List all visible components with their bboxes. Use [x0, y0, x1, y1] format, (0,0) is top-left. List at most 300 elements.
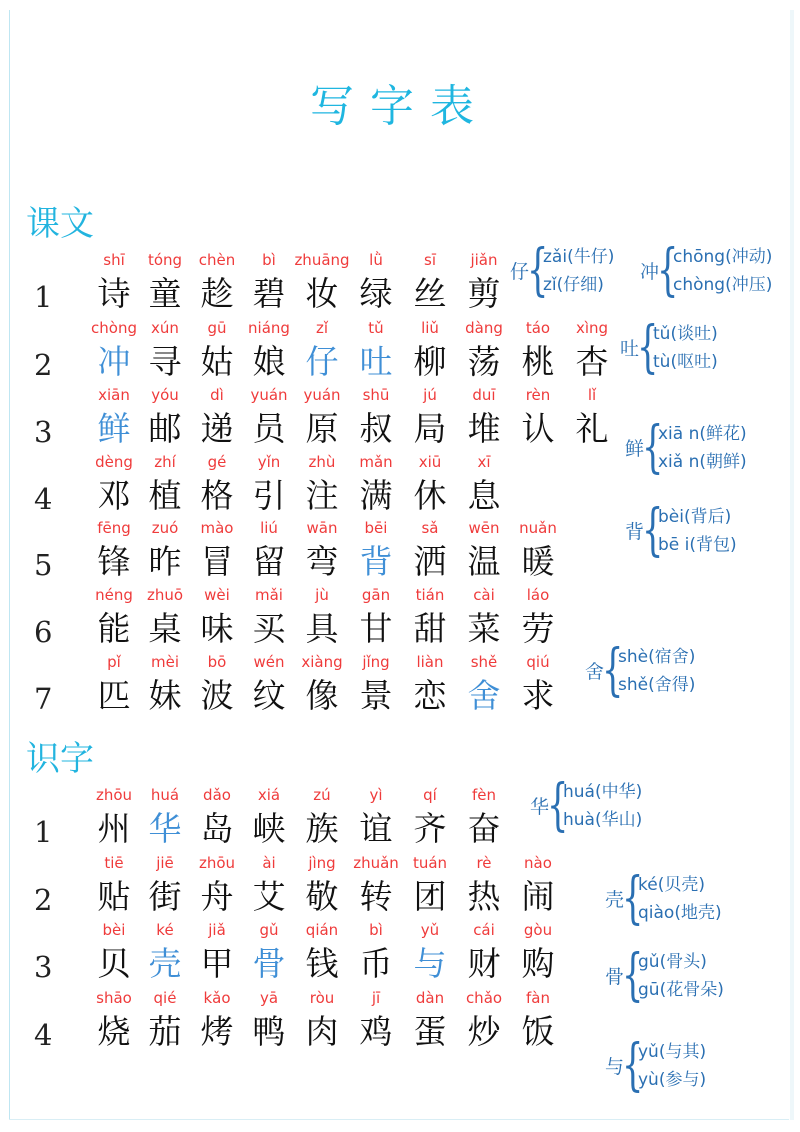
note-reading: chōng(冲动)	[673, 247, 773, 267]
pinyin: shū	[362, 386, 390, 404]
pinyin: mèi	[150, 653, 179, 671]
hanzi: 递	[200, 409, 234, 448]
hanzi: 匹	[97, 676, 131, 715]
pinyin: yǐn	[257, 453, 281, 471]
note-reading: bèi(背后)	[658, 507, 732, 527]
pinyin: mào	[200, 519, 234, 537]
pinyin: wēn	[468, 519, 500, 537]
hanzi: 族	[305, 809, 339, 848]
hanzi: 礼	[575, 409, 609, 448]
hanzi: 纹	[252, 676, 286, 715]
char-cell	[294, 920, 350, 984]
pinyin: liú	[260, 519, 278, 537]
note-reading: tǔ(谈吐)	[653, 324, 718, 344]
hanzi: 壳	[148, 944, 182, 983]
char-cell	[189, 452, 245, 516]
char-cell	[137, 652, 193, 716]
pinyin: yā	[259, 989, 279, 1007]
hanzi: 昨	[148, 542, 182, 581]
pinyin: zhuǎn	[353, 854, 399, 872]
pinyin: yóu	[151, 386, 179, 404]
pinyin: lǐ	[587, 386, 597, 404]
brace-icon: {	[547, 773, 569, 838]
hanzi: 丝	[413, 274, 447, 313]
pinyin: sǎ	[421, 519, 439, 537]
pinyin: liǔ	[421, 319, 439, 337]
char-cell	[402, 920, 458, 984]
hanzi: 烧	[97, 1012, 131, 1051]
pinyin: néng	[95, 586, 133, 604]
char-cell	[137, 853, 193, 917]
row-number: 7	[34, 682, 53, 716]
pinyin: ròu	[309, 989, 335, 1007]
char-cell	[348, 853, 404, 917]
hanzi: 暖	[521, 542, 555, 581]
hanzi: 茄	[148, 1012, 182, 1051]
hanzi: 鸭	[252, 1012, 286, 1051]
hanzi: 冒	[200, 542, 234, 581]
char-cell	[510, 920, 566, 984]
pinyin: shě	[470, 653, 498, 671]
pinyin: mǎn	[359, 453, 393, 471]
hanzi: 买	[252, 609, 286, 648]
row-number: 1	[34, 815, 53, 849]
pinyin: fàn	[526, 989, 550, 1007]
pinyin: fèn	[471, 786, 497, 804]
pinyin: xī	[477, 453, 491, 471]
hanzi: 饭	[521, 1012, 555, 1051]
pinyin: wān	[306, 519, 338, 537]
pinyin: jī	[371, 989, 381, 1007]
char-cell	[510, 318, 566, 382]
hanzi: 员	[252, 409, 286, 448]
brace-icon: {	[657, 238, 679, 303]
char-cell	[241, 518, 297, 582]
hanzi: 舍	[467, 676, 501, 715]
char-cell	[241, 250, 297, 314]
hanzi: 仔	[305, 342, 339, 381]
hanzi: 币	[359, 944, 393, 983]
char-cell	[86, 385, 142, 449]
hanzi: 植	[148, 476, 182, 515]
note-reading: tù(呕吐)	[653, 352, 718, 372]
char-cell	[86, 585, 142, 649]
char-cell	[402, 853, 458, 917]
hanzi: 杏	[575, 342, 609, 381]
pinyin: yì	[369, 786, 383, 804]
char-cell	[294, 853, 350, 917]
row-number: 5	[34, 548, 53, 582]
pinyin: cài	[473, 586, 495, 604]
hanzi: 吐	[359, 342, 393, 381]
hanzi: 与	[413, 944, 447, 983]
char-cell	[348, 988, 404, 1052]
pinyin: mǎi	[255, 586, 283, 604]
char-cell	[348, 452, 404, 516]
note-char: 仔	[510, 261, 530, 283]
hanzi: 背	[359, 542, 393, 581]
hanzi: 景	[359, 676, 393, 715]
pinyin: jú	[423, 386, 437, 404]
hanzi: 财	[467, 944, 501, 983]
char-cell	[348, 250, 404, 314]
hanzi: 妆	[305, 274, 339, 313]
row-number: 2	[34, 883, 53, 917]
hanzi: 艾	[252, 877, 286, 916]
char-cell	[348, 785, 404, 849]
pinyin: xún	[151, 319, 179, 337]
pinyin: dàn	[415, 989, 445, 1007]
char-cell	[456, 318, 512, 382]
brace-icon: {	[642, 415, 664, 480]
hanzi: 贝	[97, 944, 131, 983]
char-cell	[86, 988, 142, 1052]
row-number: 4	[34, 1018, 53, 1052]
hanzi: 寻	[148, 342, 182, 381]
pinyin: lǜ	[369, 251, 383, 269]
pinyin: qián	[305, 921, 339, 939]
pinyin: tuán	[412, 854, 448, 872]
pinyin: jiǎn	[470, 251, 498, 269]
hanzi: 妹	[148, 676, 182, 715]
hanzi: 留	[252, 542, 286, 581]
row-number: 2	[34, 348, 53, 382]
hanzi: 具	[305, 609, 339, 648]
polyphone-note	[620, 315, 790, 380]
char-cell	[510, 652, 566, 716]
row-number: 6	[34, 615, 53, 649]
pinyin: qí	[423, 786, 437, 804]
char-cell	[189, 652, 245, 716]
pinyin: dì	[210, 386, 224, 404]
char-cell	[456, 585, 512, 649]
hanzi: 格	[200, 476, 234, 515]
pinyin: pǐ	[107, 653, 121, 671]
note-char: 鲜	[625, 438, 645, 460]
char-cell	[86, 920, 142, 984]
pinyin: gòu	[523, 921, 553, 939]
char-cell	[348, 518, 404, 582]
pinyin: bì	[262, 251, 276, 269]
polyphone-note	[585, 638, 755, 703]
hanzi: 购	[521, 944, 555, 983]
char-cell	[241, 785, 297, 849]
char-cell	[402, 518, 458, 582]
polyphone-note	[640, 238, 800, 303]
brace-icon: {	[642, 498, 664, 563]
hanzi: 波	[200, 676, 234, 715]
brace-icon: {	[527, 238, 549, 303]
char-cell	[456, 920, 512, 984]
pinyin: kǎo	[203, 989, 231, 1007]
hanzi: 峡	[252, 809, 286, 848]
char-cell	[86, 652, 142, 716]
pinyin: liàn	[416, 653, 444, 671]
brace-icon: {	[622, 866, 644, 931]
hanzi: 息	[467, 476, 501, 515]
note-reading: yǔ(与其)	[638, 1042, 707, 1062]
note-reading: zǎi(牛仔)	[543, 247, 615, 267]
hanzi: 娘	[252, 342, 286, 381]
hanzi: 引	[252, 476, 286, 515]
note-reading: zǐ(仔细)	[543, 275, 604, 295]
pinyin: táo	[525, 319, 551, 337]
char-cell	[510, 853, 566, 917]
note-reading: xiǎ n(朝鲜)	[658, 452, 747, 472]
note-reading: shě(舍得)	[618, 675, 696, 695]
char-cell	[456, 853, 512, 917]
char-cell	[402, 250, 458, 314]
hanzi: 味	[200, 609, 234, 648]
hanzi: 荡	[467, 342, 501, 381]
hanzi: 原	[305, 409, 339, 448]
hanzi: 舟	[200, 877, 234, 916]
pinyin: dǎo	[203, 786, 231, 804]
char-cell	[294, 652, 350, 716]
char-cell	[510, 585, 566, 649]
pinyin: wén	[253, 653, 285, 671]
char-cell	[294, 250, 350, 314]
hanzi: 弯	[305, 542, 339, 581]
note-reading: huà(华山)	[563, 810, 643, 830]
pinyin: zhuō	[146, 586, 184, 604]
hanzi: 桌	[148, 609, 182, 648]
hanzi: 齐	[413, 809, 447, 848]
char-cell	[241, 652, 297, 716]
char-cell	[294, 988, 350, 1052]
char-cell	[456, 250, 512, 314]
hanzi: 洒	[413, 542, 447, 581]
pinyin: gān	[361, 586, 391, 604]
hanzi: 绿	[359, 274, 393, 313]
hanzi: 剪	[467, 274, 501, 313]
polyphone-note	[605, 866, 775, 931]
hanzi: 像	[305, 676, 339, 715]
char-cell	[402, 652, 458, 716]
brace-icon: {	[622, 1033, 644, 1098]
note-reading: xiā n(鲜花)	[658, 424, 747, 444]
brace-icon: {	[602, 638, 624, 703]
pinyin: xiàng	[301, 653, 343, 671]
note-reading: chòng(冲压)	[673, 275, 773, 295]
pinyin: xìng	[575, 319, 609, 337]
char-cell	[241, 853, 297, 917]
pinyin: ài	[262, 854, 276, 872]
section-heading-kewen: 课文	[26, 204, 94, 244]
pinyin: nuǎn	[519, 519, 557, 537]
hanzi: 骨	[252, 944, 286, 983]
page-bottom-edge	[9, 1119, 789, 1120]
char-cell	[294, 785, 350, 849]
pinyin: bèi	[102, 921, 126, 939]
char-cell	[348, 652, 404, 716]
pinyin: dàng	[465, 319, 503, 337]
hanzi: 叔	[359, 409, 393, 448]
hanzi: 肉	[305, 1012, 339, 1051]
pinyin: rèn	[525, 386, 551, 404]
pinyin: gǔ	[259, 921, 279, 939]
row-number: 3	[34, 415, 53, 449]
char-cell	[137, 920, 193, 984]
pinyin: zhí	[154, 453, 176, 471]
char-cell	[189, 518, 245, 582]
hanzi: 能	[97, 609, 131, 648]
pinyin: tiē	[104, 854, 124, 872]
note-reading: yù(参与)	[638, 1070, 707, 1090]
pinyin: chǎo	[465, 989, 503, 1007]
char-cell	[510, 988, 566, 1052]
pinyin: yuán	[303, 386, 341, 404]
note-reading: bē i(背包)	[658, 535, 737, 555]
pinyin: niáng	[248, 319, 290, 337]
char-cell	[137, 318, 193, 382]
hanzi: 甘	[359, 609, 393, 648]
hanzi: 贴	[97, 877, 131, 916]
pinyin: láo	[526, 586, 550, 604]
note-char: 舍	[585, 661, 605, 683]
hanzi: 敬	[305, 877, 339, 916]
char-cell	[241, 318, 297, 382]
pinyin: xiá	[257, 786, 281, 804]
note-reading: shè(宿舍)	[618, 647, 696, 667]
note-char: 骨	[605, 966, 625, 988]
char-cell	[137, 585, 193, 649]
char-cell	[137, 988, 193, 1052]
note-reading: qiào(地壳)	[638, 903, 722, 923]
polyphone-note	[625, 415, 795, 480]
pinyin: bēi	[364, 519, 388, 537]
char-cell	[86, 785, 142, 849]
char-cell	[402, 452, 458, 516]
hanzi: 邮	[148, 409, 182, 448]
hanzi: 柳	[413, 342, 447, 381]
pinyin: gū	[207, 319, 227, 337]
char-cell	[510, 385, 566, 449]
pinyin: yuán	[250, 386, 288, 404]
char-cell	[86, 518, 142, 582]
pinyin: duī	[472, 386, 496, 404]
char-cell	[294, 585, 350, 649]
pinyin: xiū	[418, 453, 442, 471]
pinyin: chòng	[91, 319, 137, 337]
note-reading: huá(中华)	[563, 782, 643, 802]
pinyin: huá	[150, 786, 180, 804]
row-number: 3	[34, 950, 53, 984]
char-cell	[137, 452, 193, 516]
char-cell	[294, 452, 350, 516]
char-cell	[456, 785, 512, 849]
pinyin: sī	[424, 251, 436, 269]
char-cell	[189, 250, 245, 314]
pinyin: tóng	[147, 251, 183, 269]
pinyin: qiú	[526, 653, 550, 671]
char-cell	[86, 250, 142, 314]
char-cell	[402, 585, 458, 649]
hanzi: 团	[413, 877, 447, 916]
hanzi: 认	[521, 409, 555, 448]
pinyin: zǐ	[315, 319, 329, 337]
char-cell	[456, 652, 512, 716]
note-reading: gū(花骨朵)	[638, 980, 724, 1000]
hanzi: 求	[521, 676, 555, 715]
char-cell	[564, 385, 620, 449]
pinyin: fēng	[97, 519, 131, 537]
pinyin: zuó	[151, 519, 179, 537]
hanzi: 满	[359, 476, 393, 515]
char-cell	[86, 452, 142, 516]
char-cell	[294, 385, 350, 449]
hanzi: 桃	[521, 342, 555, 381]
pinyin: zhōu	[95, 786, 133, 804]
char-cell	[402, 785, 458, 849]
pinyin: bō	[207, 653, 227, 671]
char-cell	[137, 250, 193, 314]
char-cell	[510, 518, 566, 582]
char-cell	[294, 318, 350, 382]
hanzi: 锋	[97, 542, 131, 581]
char-cell	[189, 385, 245, 449]
char-cell	[241, 452, 297, 516]
pinyin: rè	[476, 854, 492, 872]
note-char: 与	[605, 1056, 625, 1078]
page-title: 写字表	[310, 81, 490, 132]
hanzi: 华	[148, 809, 182, 848]
hanzi: 甜	[413, 609, 447, 648]
polyphone-note	[530, 773, 700, 838]
hanzi: 谊	[359, 809, 393, 848]
pinyin: shī	[103, 251, 125, 269]
hanzi: 冲	[97, 342, 131, 381]
hanzi: 邓	[97, 476, 131, 515]
char-cell	[348, 585, 404, 649]
note-char: 壳	[605, 889, 625, 911]
char-cell	[189, 318, 245, 382]
char-cell	[456, 452, 512, 516]
char-cell	[241, 988, 297, 1052]
pinyin: tián	[415, 586, 445, 604]
hanzi: 热	[467, 877, 501, 916]
hanzi: 趁	[200, 274, 234, 313]
pinyin: qié	[153, 989, 177, 1007]
section-heading-shizi: 识字	[26, 739, 94, 779]
hanzi: 温	[467, 542, 501, 581]
char-cell	[241, 585, 297, 649]
char-cell	[137, 385, 193, 449]
note-char: 吐	[620, 338, 640, 360]
pinyin: gé	[207, 453, 227, 471]
pinyin: jiǎ	[208, 921, 226, 939]
hanzi: 奋	[467, 809, 501, 848]
hanzi: 甲	[200, 944, 234, 983]
pinyin: chèn	[198, 251, 236, 269]
char-cell	[294, 518, 350, 582]
hanzi: 菜	[467, 609, 501, 648]
hanzi: 街	[148, 877, 182, 916]
polyphone-note	[605, 943, 775, 1008]
pinyin: xiān	[98, 386, 130, 404]
hanzi: 童	[148, 274, 182, 313]
char-cell	[402, 318, 458, 382]
pinyin: nào	[524, 854, 552, 872]
pinyin: zhuāng	[294, 251, 350, 269]
char-cell	[189, 988, 245, 1052]
hanzi: 岛	[200, 809, 234, 848]
char-cell	[137, 518, 193, 582]
hanzi: 蛋	[413, 1012, 447, 1051]
hanzi: 鲜	[97, 409, 131, 448]
char-cell	[402, 988, 458, 1052]
hanzi: 姑	[200, 342, 234, 381]
